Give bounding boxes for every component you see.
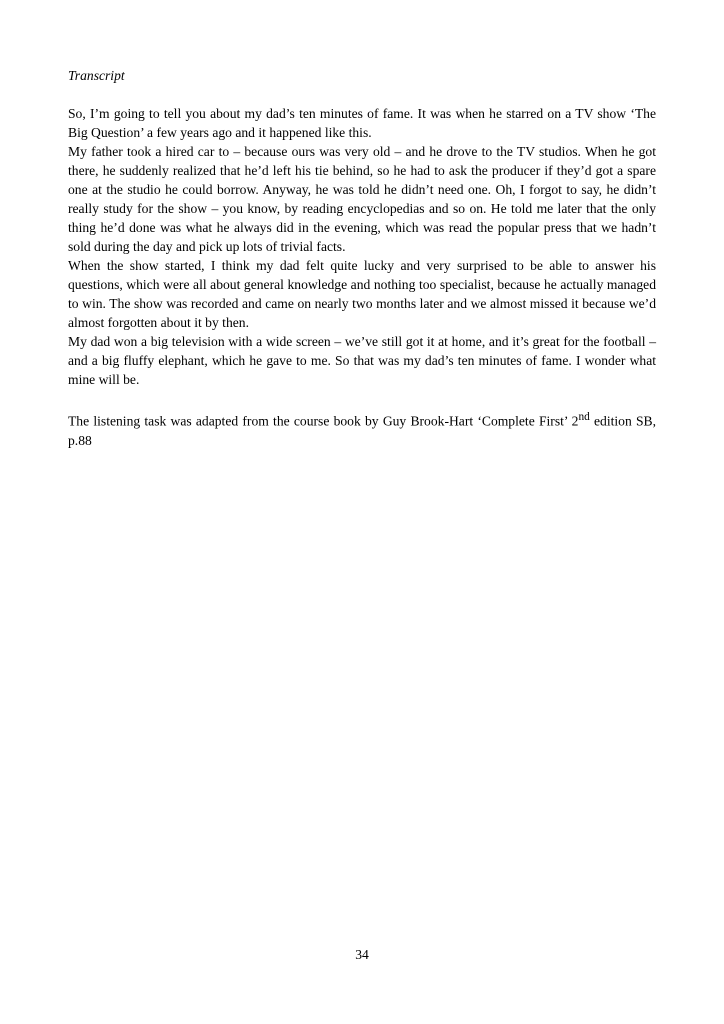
source-note-text: The listening task was adapted from the course book by Guy Brook-Hart ‘Complete First’ 2 <box>68 413 579 429</box>
paragraph-show-started: When the show started, I think my dad felt quite lucky and very surprised to be able to answer his questions, which were all about general knowledge and nothing too specialist, because he actually managed to win. The show was recorded and came on nearly two months later and we almost missed it because we’d almost forgotten about it by then. <box>68 258 656 330</box>
paragraph-intro: So, I’m going to tell you about my dad’s ten minutes of fame. It was when he starred on a TV show ‘The Big Question’ a few years ago and it happened like this. <box>68 106 656 140</box>
page-number: 34 <box>355 947 369 962</box>
paragraph-hired-car: My father took a hired car to – because ours was very old – and he drove to the TV studios. When he got there, he suddenly realized that he’d left his tie behind, so he had to ask the producer if they’d got a spare one at the studio he could borrow. Anyway, he was told he didn’t need one. Oh, I forgot to say, he didn’t really study for the show – you know, by reading encyclopedias and so on. He told me later that the only thing he’d done was what he always did in the evening, which was read the popular press that we hadn’t sold during the day and pick up lots of trivial facts. <box>68 144 656 254</box>
source-note-superscript: nd <box>578 411 590 423</box>
source-note-edition: edition SB, p.88 <box>68 413 656 448</box>
paragraph-prize: My dad won a big television with a wide screen – we’ve still got it at home, and it’s great for the football – and a big fluffy elephant, which he gave to me. So that was my dad’s ten minutes of fame. I wonder what mine will be. <box>68 334 656 387</box>
source-note <box>68 408 656 450</box>
document-body <box>68 66 656 450</box>
transcript-heading: Transcript <box>68 68 125 83</box>
